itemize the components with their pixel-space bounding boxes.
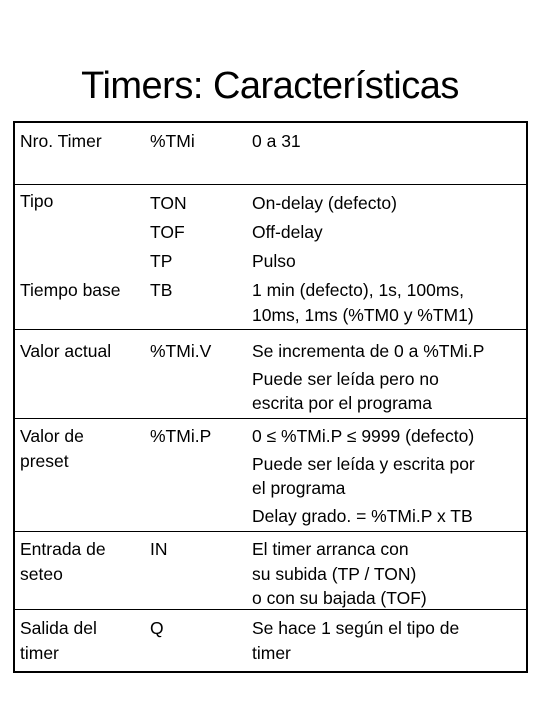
row-divider xyxy=(15,184,526,185)
row-description-line: Puede ser leída pero no xyxy=(252,368,439,389)
row-label-line: seteo xyxy=(20,563,63,584)
row-symbol xyxy=(150,537,248,562)
row-description-line: 1 min (defecto), 1s, 100ms, xyxy=(252,280,465,300)
row-symbol-line: TP xyxy=(150,251,173,271)
row-description xyxy=(252,616,524,665)
row-symbol xyxy=(150,129,248,154)
row-divider xyxy=(15,531,526,532)
row-description-line: o con su bajada (TOF) xyxy=(252,588,427,608)
row-symbol-line: IN xyxy=(150,539,168,559)
page-title: Timers: Características xyxy=(81,65,459,107)
row-label-line: Valor de xyxy=(20,426,84,446)
row-description-line: 0 a 31 xyxy=(252,131,301,151)
row-label-line: Nro. Timer xyxy=(20,131,102,151)
timers-table xyxy=(13,121,528,673)
row-symbol-line: Q xyxy=(150,618,164,638)
row-symbol-line: %TMi.V xyxy=(150,341,212,361)
row-label-line: Salida del xyxy=(20,618,97,638)
row-divider xyxy=(15,329,526,330)
row-label-line: Valor actual xyxy=(20,341,112,361)
row-symbol xyxy=(150,424,248,449)
row-description-line: 10ms, 1ms (%TM0 y %TM1) xyxy=(252,304,474,325)
row-symbol xyxy=(150,616,248,641)
row-label-line: Tipo xyxy=(20,191,54,211)
row-description xyxy=(252,129,524,154)
row-symbol xyxy=(150,189,248,276)
row-description xyxy=(252,339,524,416)
row-label xyxy=(20,278,148,303)
row-symbol-line: TOF xyxy=(150,222,185,242)
row-label-line: timer xyxy=(20,642,59,663)
row-description xyxy=(252,537,524,611)
row-label xyxy=(20,189,148,214)
row-description-line: 0 ≤ %TMi.P ≤ 9999 (defecto) xyxy=(252,426,475,446)
row-label-line: Entrada de xyxy=(20,539,106,559)
row-symbol-line: %TMi xyxy=(150,131,195,151)
row-description-line: el programa xyxy=(252,478,346,498)
row-description-line: escrita por el programa xyxy=(252,393,432,413)
row-description-line: Puede ser leída y escrita por xyxy=(252,453,475,474)
row-description-line: Off-delay xyxy=(252,222,323,242)
row-description-line: Se hace 1 según el tipo de xyxy=(252,618,460,638)
row-label-line: Tiempo base xyxy=(20,280,121,300)
row-label xyxy=(20,616,148,665)
row-description-line: su subida (TP / TON) xyxy=(252,563,417,584)
row-description-line: Se incrementa de 0 a %TMi.P xyxy=(252,341,485,361)
row-description-line: El timer arranca con xyxy=(252,539,409,559)
row-label-line: preset xyxy=(20,450,69,471)
row-label xyxy=(20,339,148,364)
row-description-line: Delay grado. = %TMi.P x TB xyxy=(252,505,473,526)
row-symbol-line: %TMi.P xyxy=(150,426,212,446)
row-divider xyxy=(15,418,526,419)
row-description xyxy=(252,424,524,528)
row-symbol-line: TB xyxy=(150,280,173,300)
row-symbol-line: TON xyxy=(150,193,187,213)
row-label xyxy=(20,424,148,473)
row-label xyxy=(20,537,148,586)
row-description xyxy=(252,189,524,276)
row-symbol xyxy=(150,278,248,303)
row-description-line: Pulso xyxy=(252,251,296,271)
row-label xyxy=(20,129,148,154)
row-description xyxy=(252,278,524,327)
row-symbol xyxy=(150,339,248,364)
row-description-line: On-delay (defecto) xyxy=(252,193,397,213)
row-description-line: timer xyxy=(252,642,291,663)
